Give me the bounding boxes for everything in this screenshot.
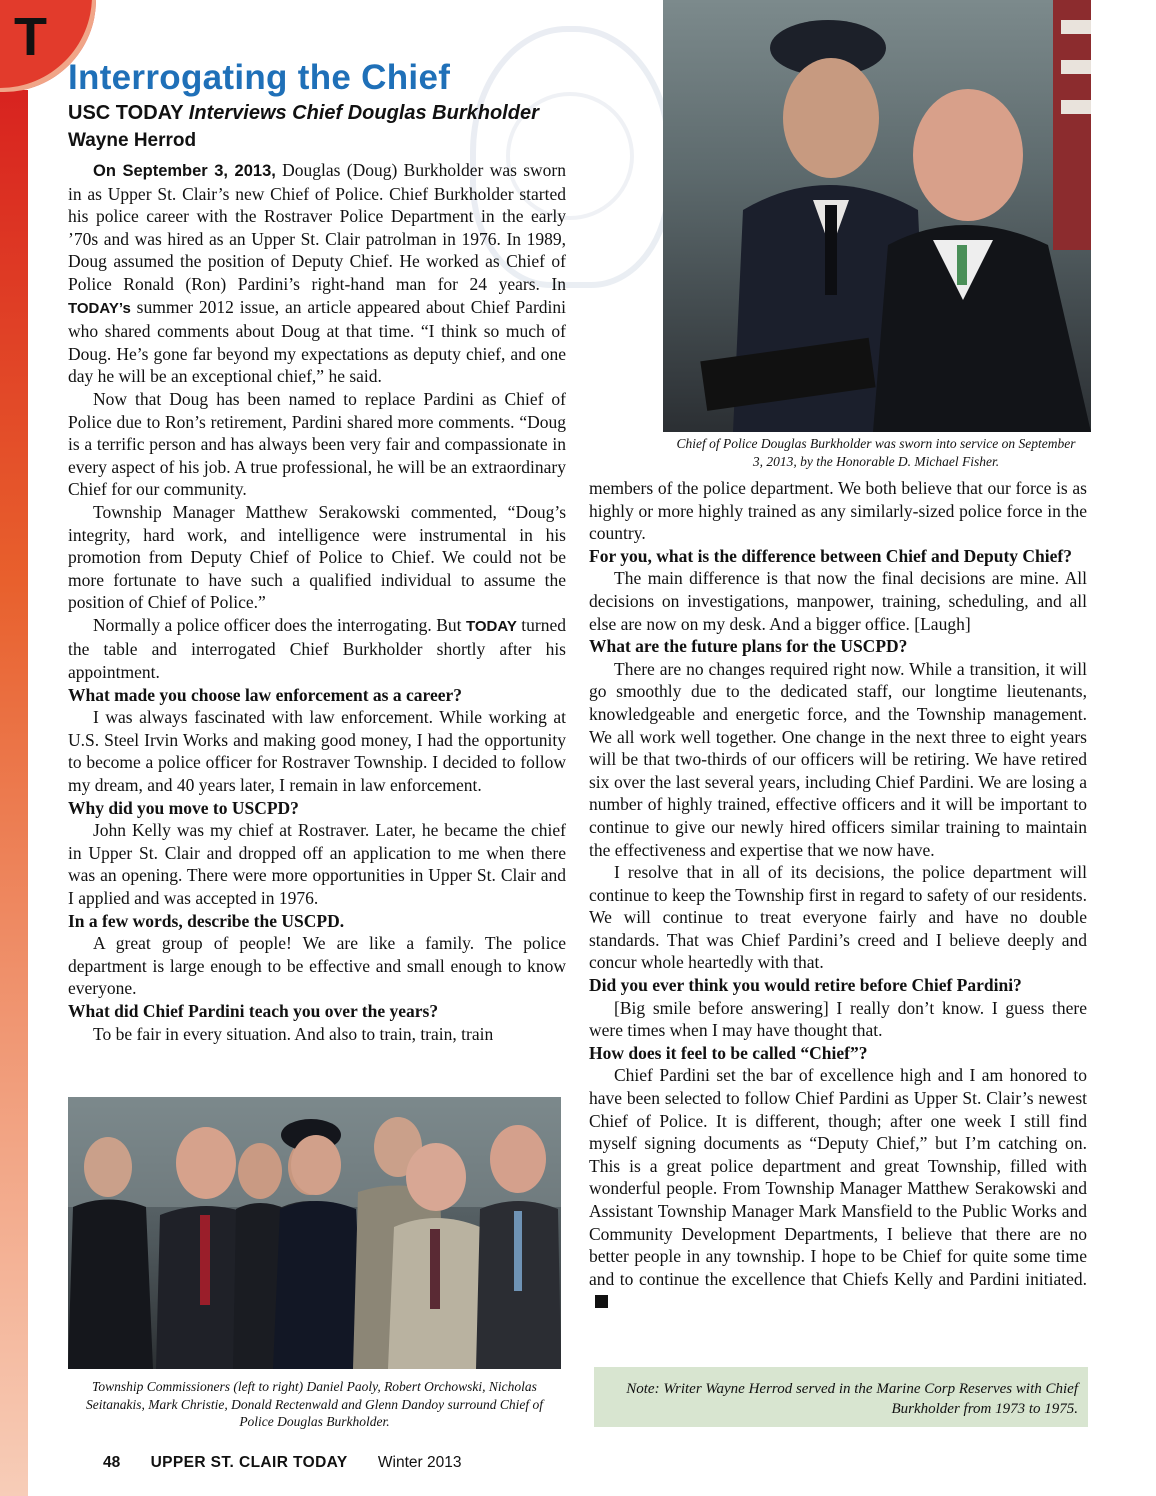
answer-paragraph: John Kelly was my chief at Rostraver. Later, he became the chief in Upper St. Clair and dropped off an application to me when there was an opening. There were more opportunities in Upper St. Clair and I applied and was accepted in 1976. [68, 820, 566, 908]
page-footer [103, 1454, 461, 1472]
page-number: 48 [103, 1454, 121, 1471]
question-heading: How does it feel to be called “Chief”? [589, 1042, 868, 1063]
article-subtitle [68, 102, 539, 125]
magazine-name: UPPER ST. CLAIR TODAY [150, 1454, 348, 1471]
right-column [589, 477, 1087, 1313]
bottom-photo-caption: Township Commissioners (left to right) Daniel Paoly, Robert Orchowski, Nicholas Seitanakis, Mark Christie, Donald Rectenwald and Glenn Dandoy surround Chief of Police Douglas Burkholder. [86, 1379, 543, 1429]
byline: Wayne Herrod [68, 130, 197, 151]
question-heading: What are the future plans for the USCPD? [589, 636, 908, 657]
answer-paragraph: There are no changes required right now. While a transition, it will go smoothly due to the dedicated staff, our longtime lieutenants, knowledgeable and energetic force, and the Township management. We all work well together. One change in the next three to eight years will be that two-thirds of our officers will be retiring. We have retired six over the last several years, including Chief Pardini. We are losing a number of highly trained, effective officers and it will be important to continue to give our newly hired officers similar training to maintain the effectiveness and expertise that we now have. [589, 658, 1087, 860]
answer-paragraph: I resolve that in all of its decisions, the police department will continue to keep the Township first in regard to safety of our residents. We will continue to treat everyone fairly and have no double standards. That was Chief Pardini’s creed and I believe deeply and concur whole heartedly with that. [589, 862, 1087, 973]
answer-paragraph: [Big smile before answering] I really don’t know. I guess there were times when I may have thought that. [589, 997, 1087, 1041]
writer-note: Note: Writer Wayne Herrod served in the Marine Corp Reserves with Chief Burkholder from 1973 to 1975. [594, 1367, 1088, 1427]
question-heading: Did you ever think you would retire before Chief Pardini? [589, 975, 1022, 996]
answer-paragraph: To be fair in every situation. And also to train, train, train [93, 1023, 494, 1044]
subtitle-prefix: USC TODAY [68, 102, 184, 124]
answer-paragraph: The main difference is that now the final decisions are mine. All decisions on investigations, manpower, training, scheduling, and all else are now on my desk. And a bigger office. [Laugh] [589, 568, 1087, 634]
question-heading: What made you choose law enforcement as a career? [68, 684, 462, 705]
answer-paragraph: Chief Pardini set the bar of excellence high and I am honored to have been selected to follow Chief Pardini as Upper St. Clair’s newest Chief of Police. It is different, though; after one week I still find myself signing documents as “Deputy Chief,” but I’m catching on. This is a great police department and great Township, filled with wonderful people. From Township Manager Matthew Serakowski and Assistant Township Manager Mark Mansfield to the Public Works and Community Development Departments, I believe that there are no better people in any township. I hope to be Chief for quite some time and to continue the excellence that Chiefs Kelly and Pardini initiated. [589, 1064, 1087, 1313]
top-photo-caption: Chief of Police Douglas Burkholder was sworn into service on September 3, 2013, by the Honorable D. Michael Fisher. [676, 436, 1076, 469]
paragraph-intro: On September 3, 2013, Douglas (Doug) Burkholder was sworn in as Upper St. Clair’s new Chief of Police. Chief Burkholder started his police career with the Rostraver Police Department in the early ’70s and was hired as an Upper St. Clair patrolman in 1976. In 1989, Doug assumed the position of Deputy Chief. He worked as Chief of Police Ronald (Ron) Pardini’s right-hand man for 24 years. In TODAY’s summer 2012 issue, an article appeared about Chief Pardini who shared comments about Doug at that time. “I think so much of Doug. He’s gone far beyond my expectations as deputy chief, and one day he will be an exceptional chief,” he said. [68, 160, 566, 387]
subtitle-rest: Interviews Chief Douglas Burkholder [188, 102, 539, 124]
answer-paragraph: I was always fascinated with law enforcement. While working at U.S. Steel Irvin Works and making good money, I had the opportunity to become a police officer for Rostraver Township. I decided to follow my dream, and 40 years later, I remain in law enforcement. [68, 707, 566, 796]
question-heading: What did Chief Pardini teach you over the years? [68, 1000, 439, 1021]
continued-paragraph: members of the police department. We both believe that our force is as highly or more highly trained as any similarly-sized police force in the country. [589, 478, 1087, 544]
answer-paragraph: A great group of people! We are like a family. The police department is large enough to be effective and small enough to know everyone. [68, 933, 566, 999]
lead-in: On September 3, 2013, [93, 162, 276, 180]
edition: Winter 2013 [377, 1454, 462, 1471]
red-side-bar [0, 90, 28, 1496]
section-letter: T [14, 7, 47, 67]
swearing-in-photo-art [663, 0, 1091, 432]
article-title: Interrogating the Chief [68, 58, 451, 97]
end-mark-icon [595, 1295, 608, 1308]
commissioners-group-photo [68, 1097, 561, 1369]
left-column [68, 159, 566, 1045]
paragraph-interrogating: Normally a police officer does the interrogating. But TODAY turned the table and interrogated Chief Burkholder shortly after his appointment. [68, 614, 567, 683]
swearing-in-photo [663, 0, 1091, 432]
question-heading: For you, what is the difference between Chief and Deputy Chief? [589, 545, 1073, 566]
paragraph-pardini: Now that Doug has been named to replace Pardini as Chief of Police due to Ron’s retirement, Pardini shared more comments. “Doug is a terrific person and has always been very fair and compassionate in every aspect of his job. A true professional, he will be an extraordinary Chief for our community. [68, 388, 566, 500]
question-heading: Why did you move to USCPD? [68, 797, 299, 818]
commissioners-photo-art [68, 1097, 561, 1369]
paragraph-serakowski: Township Manager Matthew Serakowski commented, “Doug’s integrity, hard work, and intelligence were instrumental in his promotion from Deputy Chief of Police to Chief. We could not be more fortunate to have such a qualified individual to assume the position of Chief of Police.” [68, 501, 566, 613]
question-heading: In a few words, describe the USCPD. [68, 910, 345, 931]
